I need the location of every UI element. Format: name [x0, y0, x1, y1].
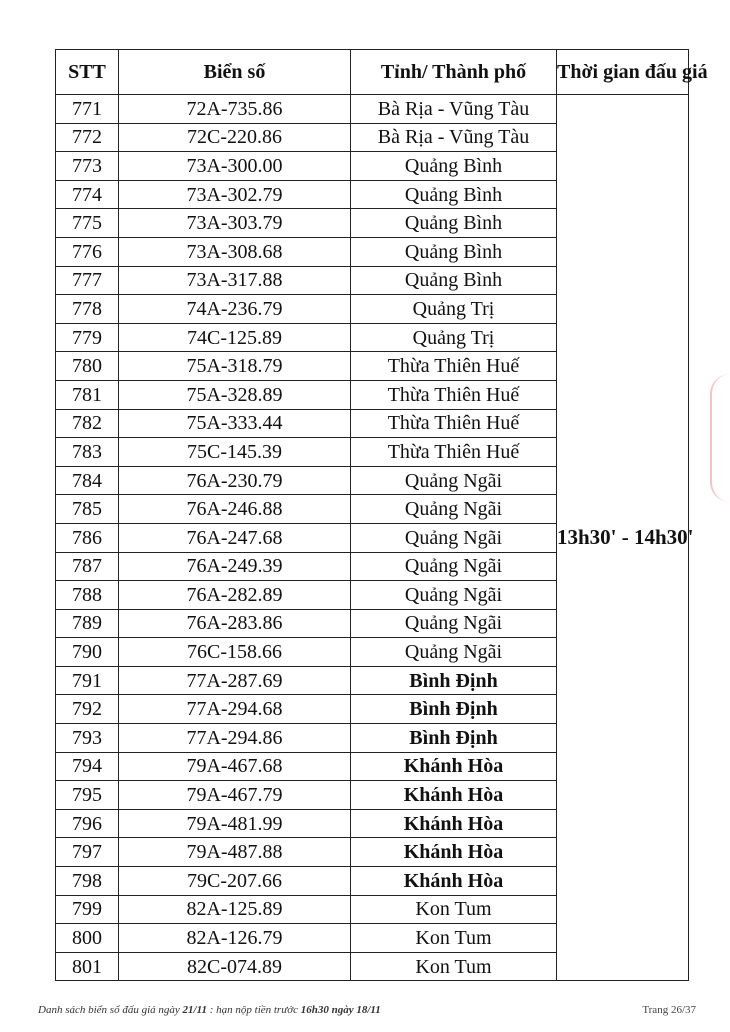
- cell-province: Quảng Bình: [351, 237, 557, 266]
- cell-province: Bà Rịa - Vũng Tàu: [351, 95, 557, 124]
- cell-plate: 77A-294.86: [119, 724, 351, 753]
- cell-stt: 790: [56, 638, 119, 667]
- cell-stt: 781: [56, 380, 119, 409]
- cell-stt: 786: [56, 523, 119, 552]
- cell-stt: 801: [56, 952, 119, 981]
- cell-stt: 778: [56, 295, 119, 324]
- cell-province: Khánh Hòa: [351, 867, 557, 896]
- footer-note: [38, 1004, 381, 1016]
- cell-plate: 82A-126.79: [119, 924, 351, 953]
- cell-province: Thừa Thiên Huế: [351, 438, 557, 467]
- cell-plate: 79A-467.79: [119, 781, 351, 810]
- cell-province: Bình Định: [351, 724, 557, 753]
- cell-plate: 77A-294.68: [119, 695, 351, 724]
- cell-stt: 772: [56, 123, 119, 152]
- cell-stt: 785: [56, 495, 119, 524]
- cell-province: Khánh Hòa: [351, 781, 557, 810]
- cell-plate: 82A-125.89: [119, 895, 351, 924]
- table-body: [56, 95, 694, 981]
- cell-province: Khánh Hòa: [351, 752, 557, 781]
- cell-plate: 76A-246.88: [119, 495, 351, 524]
- table-header-row: [56, 50, 689, 95]
- cell-plate: 79C-207.66: [119, 867, 351, 896]
- cell-stt: 780: [56, 352, 119, 381]
- footer-middle: : hạn nộp tiền trước: [209, 1004, 298, 1016]
- cell-province: Thừa Thiên Huế: [351, 380, 557, 409]
- header-stt: STT: [56, 50, 119, 95]
- cell-province: Bình Định: [351, 695, 557, 724]
- cell-plate: 76A-282.89: [119, 581, 351, 610]
- cell-plate: 72C-220.86: [119, 123, 351, 152]
- cell-stt: 773: [56, 152, 119, 181]
- cell-province: Quảng Trị: [351, 295, 557, 324]
- cell-province: Khánh Hòa: [351, 809, 557, 838]
- cell-plate: 73A-308.68: [119, 237, 351, 266]
- cell-plate: 76A-249.39: [119, 552, 351, 581]
- cell-plate: 73A-303.79: [119, 209, 351, 238]
- cell-stt: 782: [56, 409, 119, 438]
- cell-plate: 76C-158.66: [119, 638, 351, 667]
- cell-province: Quảng Trị: [351, 323, 557, 352]
- cell-plate: 76A-283.86: [119, 609, 351, 638]
- cell-province: Kon Tum: [351, 952, 557, 981]
- cell-stt: 779: [56, 323, 119, 352]
- cell-plate: 74A-236.79: [119, 295, 351, 324]
- footer-deadline: 16h30 ngày 18/11: [300, 1004, 381, 1016]
- footer-auction-date: 21/11: [182, 1004, 207, 1016]
- table-row: [56, 95, 689, 124]
- cell-stt: 789: [56, 609, 119, 638]
- cell-auction-time: 13h30' - 14h30': [557, 95, 689, 981]
- cell-stt: 783: [56, 438, 119, 467]
- cell-plate: 76A-247.68: [119, 523, 351, 552]
- cell-province: Quảng Ngãi: [351, 466, 557, 495]
- cell-stt: 795: [56, 781, 119, 810]
- cell-province: Khánh Hòa: [351, 838, 557, 867]
- cell-province: Bà Rịa - Vũng Tàu: [351, 123, 557, 152]
- cell-province: Quảng Ngãi: [351, 581, 557, 610]
- cell-stt: 771: [56, 95, 119, 124]
- plate-auction-table: [55, 49, 708, 981]
- cell-plate: 75A-333.44: [119, 409, 351, 438]
- header-auction-time: Thời gian đấu giá: [557, 50, 689, 95]
- cell-plate: 79A-487.88: [119, 838, 351, 867]
- cell-stt: 774: [56, 180, 119, 209]
- cell-province: Quảng Ngãi: [351, 495, 557, 524]
- cell-plate: 73A-302.79: [119, 180, 351, 209]
- header-province: Tỉnh/ Thành phố: [351, 50, 557, 95]
- cell-stt: 784: [56, 466, 119, 495]
- cell-stt: 798: [56, 867, 119, 896]
- cell-province: Thừa Thiên Huế: [351, 352, 557, 381]
- cell-plate: 75A-328.89: [119, 380, 351, 409]
- cell-plate: 74C-125.89: [119, 323, 351, 352]
- cell-plate: 72A-735.86: [119, 95, 351, 124]
- cell-stt: 797: [56, 838, 119, 867]
- footer-prefix: Danh sách biển số đấu giá ngày: [38, 1004, 180, 1016]
- cell-province: Quảng Bình: [351, 209, 557, 238]
- cell-stt: 793: [56, 724, 119, 753]
- cell-stt: 775: [56, 209, 119, 238]
- cell-province: Quảng Bình: [351, 266, 557, 295]
- cell-plate: 76A-230.79: [119, 466, 351, 495]
- cell-province: Quảng Ngãi: [351, 609, 557, 638]
- cell-stt: 799: [56, 895, 119, 924]
- cell-stt: 776: [56, 237, 119, 266]
- cell-province: Quảng Ngãi: [351, 638, 557, 667]
- cell-plate: 77A-287.69: [119, 666, 351, 695]
- cell-stt: 794: [56, 752, 119, 781]
- cell-plate: 75A-318.79: [119, 352, 351, 381]
- cell-province: Quảng Ngãi: [351, 523, 557, 552]
- cell-plate: 79A-481.99: [119, 809, 351, 838]
- cell-plate: 73A-317.88: [119, 266, 351, 295]
- cell-province: Quảng Ngãi: [351, 552, 557, 581]
- cell-province: Quảng Bình: [351, 152, 557, 181]
- cell-stt: 788: [56, 581, 119, 610]
- cell-stt: 792: [56, 695, 119, 724]
- page-number: Trang 26/37: [642, 1004, 696, 1016]
- cell-province: Kon Tum: [351, 895, 557, 924]
- cell-stt: 796: [56, 809, 119, 838]
- cell-province: Kon Tum: [351, 924, 557, 953]
- cell-plate: 75C-145.39: [119, 438, 351, 467]
- cell-province: Quảng Bình: [351, 180, 557, 209]
- cell-stt: 777: [56, 266, 119, 295]
- cell-plate: 79A-467.68: [119, 752, 351, 781]
- stamp-edge: [710, 374, 730, 502]
- cell-plate: 82C-074.89: [119, 952, 351, 981]
- cell-plate: 73A-300.00: [119, 152, 351, 181]
- cell-province: Bình Định: [351, 666, 557, 695]
- cell-stt: 800: [56, 924, 119, 953]
- cell-province: Thừa Thiên Huế: [351, 409, 557, 438]
- header-plate: Biển số: [119, 50, 351, 95]
- cell-stt: 791: [56, 666, 119, 695]
- cell-stt: 787: [56, 552, 119, 581]
